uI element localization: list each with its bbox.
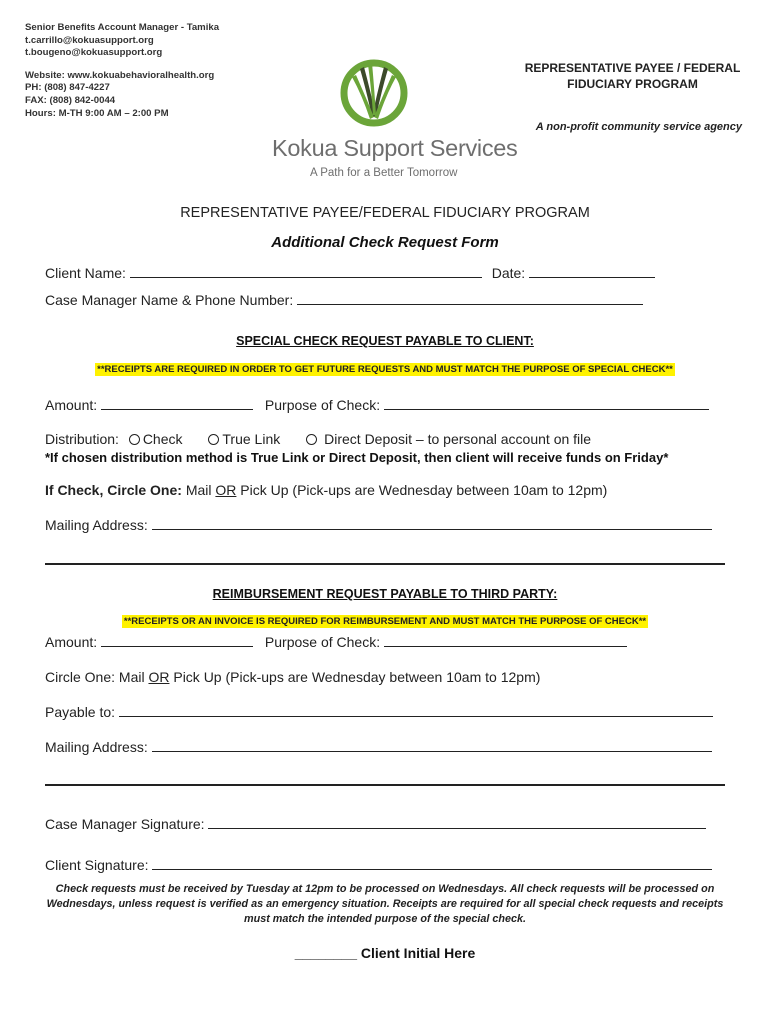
special-purpose-label: Purpose of Check: [264, 397, 381, 413]
radio-circle-icon[interactable] [306, 434, 317, 445]
radio-circle-icon[interactable] [208, 434, 219, 445]
section-divider [45, 784, 725, 786]
processing-note: Check requests must be received by Tuesday at 12pm to be processed on Wednesdays. All check requests will be processed on Wednesdays, unless request is verified as an emergency situation. Receipts are required for all special check requests and receipts must match the intended purpose of the special check. [46, 883, 724, 925]
contact-website[interactable]: Website: www.kokuabehavioralhealth.org [25, 69, 215, 81]
reimb-amount-row [45, 634, 627, 650]
payable-label: Payable to: [45, 704, 116, 720]
radio-check-label: Check [142, 431, 183, 447]
case-manager-signature-field[interactable] [208, 816, 706, 829]
special-amount-row [45, 397, 709, 413]
payable-row [45, 704, 713, 720]
client-name-label: Client Name: [45, 265, 126, 281]
contact-hours: Hours: M-TH 9:00 AM – 2:00 PM [25, 107, 169, 119]
radio-true-link[interactable] [208, 431, 280, 447]
program-title-right [520, 60, 745, 92]
circle-one-row [45, 482, 607, 498]
program-title-line-1: REPRESENTATIVE PAYEE / FEDERAL [524, 61, 741, 75]
section-divider [45, 563, 725, 565]
reimb-mailing-field[interactable] [152, 739, 712, 752]
reimb-option-pickup[interactable]: Pick Up (Pick-ups are Wednesday between 10am to 12pm) [169, 669, 541, 685]
option-mail[interactable]: Mail [181, 482, 216, 498]
special-mailing-field[interactable] [152, 517, 712, 530]
case-manager-row [45, 292, 643, 308]
circle-one-label: If Check, Circle One [45, 482, 178, 498]
contact-manager: Senior Benefits Account Manager - Tamika [25, 22, 220, 33]
client-initial-field[interactable]: ________ [294, 945, 358, 961]
reimb-purpose-label: Purpose of Check: [264, 634, 381, 650]
reimb-purpose-field[interactable] [384, 634, 627, 647]
client-signature-label: Client Signature: [45, 857, 149, 873]
radio-direct-deposit[interactable] [306, 431, 591, 447]
reimb-receipts-notice: **RECEIPTS OR AN INVOICE IS REQUIRED FOR REIMBURSEMENT AND MUST MATCH THE PURPOSE OF CHECK** [123, 616, 647, 627]
contact-phone: PH: (808) 847-4227 [25, 82, 110, 94]
reimb-circle-row [45, 669, 540, 685]
contact-fax: FAX: (808) 842-0044 [25, 94, 116, 106]
special-purpose-field[interactable] [384, 397, 709, 410]
reimb-option-mail[interactable]: Circle One: Mail [45, 669, 149, 685]
client-signature-field[interactable] [152, 857, 712, 870]
reimb-mailing-row [45, 739, 712, 755]
special-mailing-label: Mailing Address: [45, 517, 148, 533]
special-receipts-notice: **RECEIPTS ARE REQUIRED IN ORDER TO GET FUTURE REQUESTS AND MUST MATCH THE PURPOSE OF SPECIAL CHECK** [97, 364, 673, 375]
reimb-notice-wrap [0, 611, 770, 629]
nonprofit-tagline: A non-profit community service agency [535, 121, 742, 133]
payable-field[interactable] [119, 704, 713, 717]
radio-check[interactable] [129, 431, 183, 447]
reimb-mailing-label: Mailing Address: [45, 739, 148, 755]
case-manager-signature-row [45, 816, 706, 832]
radio-true-link-label: True Link [222, 431, 281, 447]
client-initial-label: Client Initial Here [357, 945, 476, 961]
radio-circle-icon[interactable] [129, 434, 140, 445]
form-title: Additional Check Request Form [271, 234, 499, 251]
reimbursement-heading: REIMBURSEMENT REQUEST PAYABLE TO THIRD PARTY: [212, 587, 558, 601]
date-label: Date: [491, 265, 526, 281]
special-mailing-row [45, 517, 712, 533]
logo-tagline: A Path for a Better Tomorrow [310, 167, 458, 179]
kokua-logo [268, 55, 518, 185]
friday-note: *If chosen distribution method is True Link or Direct Deposit, then client will receive funds on Friday* [45, 450, 669, 465]
contact-block [25, 22, 219, 120]
date-field[interactable] [529, 265, 655, 278]
special-amount-label: Amount: [45, 397, 98, 413]
program-title: REPRESENTATIVE PAYEE/FEDERAL FIDUCIARY PROGRAM [180, 205, 590, 221]
case-manager-field[interactable] [297, 292, 643, 305]
client-signature-row [45, 857, 712, 873]
distribution-label: Distribution: [45, 431, 119, 447]
contact-email-1[interactable]: t.carrillo@kokuasupport.org [25, 34, 154, 46]
client-name-row [45, 265, 655, 281]
distribution-row [45, 431, 591, 447]
special-check-heading: SPECIAL CHECK REQUEST PAYABLE TO CLIENT: [236, 334, 534, 348]
reimb-amount-label: Amount: [45, 634, 98, 650]
case-manager-label: Case Manager Name & Phone Number: [45, 292, 294, 308]
contact-email-2[interactable]: t.bougeno@kokuasupport.org [25, 47, 163, 59]
logo-name: Kokua Support Services [272, 135, 518, 161]
option-or: OR [215, 482, 237, 498]
option-pickup[interactable]: Pick Up (Pick-ups are Wednesday between 10am to 12pm) [236, 482, 608, 498]
reimb-option-or: OR [148, 669, 170, 685]
case-manager-signature-label: Case Manager Signature: [45, 816, 205, 832]
reimb-amount-field[interactable] [101, 634, 253, 647]
kokua-leaf-icon [268, 55, 508, 135]
radio-direct-deposit-label: Direct Deposit – to personal account on file [324, 431, 592, 447]
special-notice-wrap [0, 359, 770, 377]
circle-one-colon: : [177, 482, 182, 498]
program-title-line-2: FIDUCIARY PROGRAM [567, 77, 698, 91]
special-amount-field[interactable] [101, 397, 253, 410]
client-name-field[interactable] [130, 265, 482, 278]
client-initial-row [0, 945, 770, 961]
